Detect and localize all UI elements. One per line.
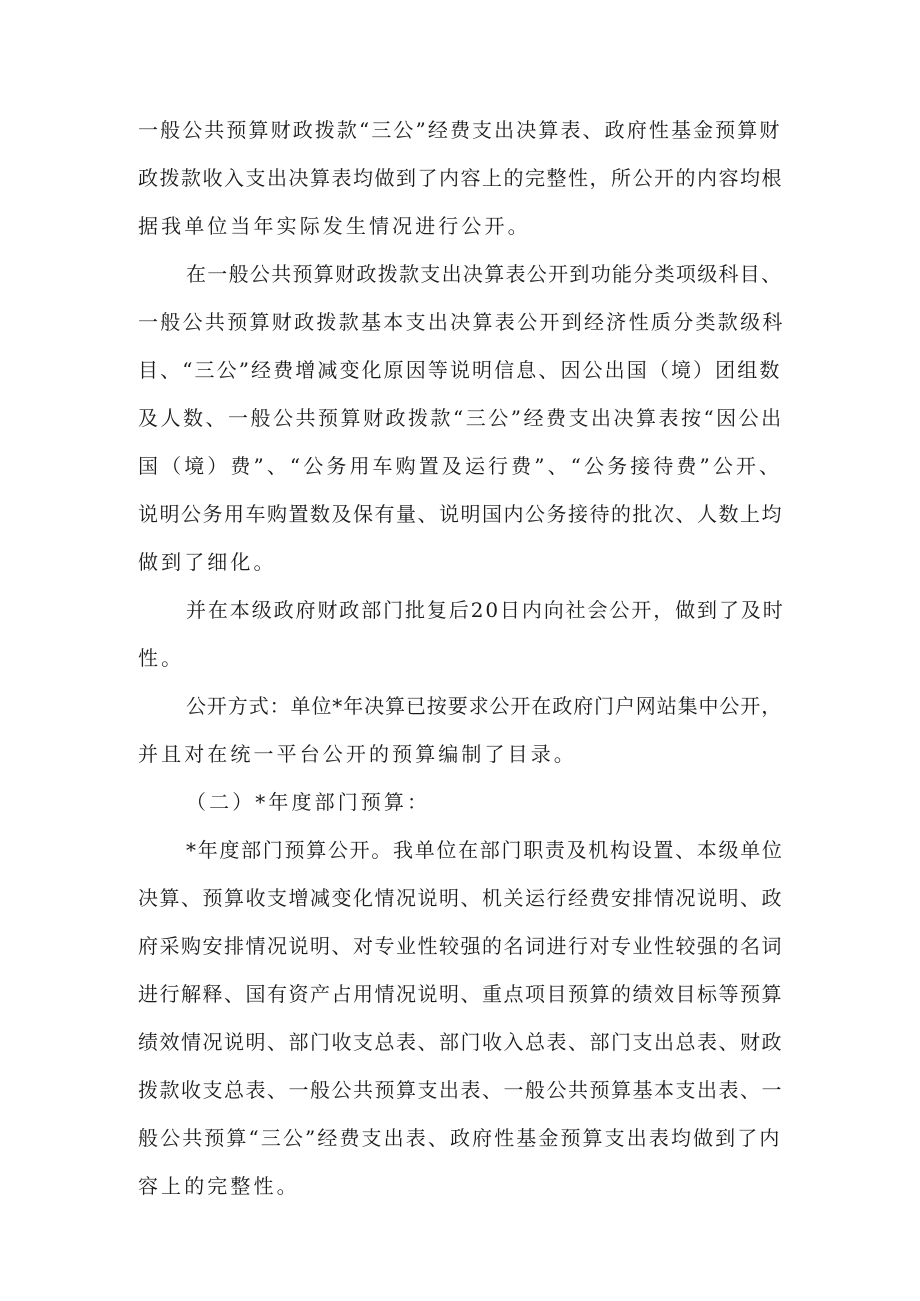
text-line-17: 决算、预算收支增减变化情况说明、机关运行经费安排情况说明、政 (138, 886, 783, 910)
text-line-6: 目、“三公”经费增减变化原因等说明信息、因公出国（境）团组数 (138, 358, 782, 382)
text-line-9: 说明公务用车购置数及保有量、说明国内公务接待的批次、人数上均 (138, 502, 783, 526)
text-line-20: 绩效情况说明、部门收支总表、部门收入总表、部门支出总表、财政 (138, 1030, 783, 1054)
text-line-23: 容上的完整性。 (138, 1174, 300, 1198)
text-line-16: *年度部门预算公开。我单位在部门职责及机构设置、本级单位 (186, 838, 784, 862)
text-line-8: 国（境）费”、“公务用车购置及运行费”、“公务接待费”公开、 (138, 454, 783, 478)
text-line-7: 及人数、一般公共预算财政拨款“三公”经费支出决算表按“因公出 (138, 406, 784, 430)
text-line-11: 并在本级政府财政部门批复后20日内向社会公开，做到了及时 (186, 598, 785, 622)
section-heading: （二）*年度部门预算： (186, 790, 431, 814)
text-line-10: 做到了细化。 (138, 550, 277, 574)
text-line-14: 并且对在统一平台公开的预算编制了目录。 (138, 742, 577, 766)
text-line-4: 在一般公共预算财政拨款支出决算表公开到功能分类项级科目、 (186, 262, 783, 286)
text-line-1: 一般公共预算财政拨款“三公”经费支出决算表、政府性基金预算财 (138, 118, 782, 142)
text-line-3: 据我单位当年实际发生情况进行公开。 (138, 214, 531, 238)
text-line-13: 公开方式：单位*年决算已按要求公开在政府门户网站集中公开， (186, 694, 783, 718)
text-line-2: 政拨款收入支出决算表均做到了内容上的完整性，所公开的内容均根 (138, 166, 783, 190)
text-line-18: 府采购安排情况说明、对专业性较强的名词进行对专业性较强的名词 (138, 934, 783, 958)
text-line-22: 般公共预算“三公”经费支出表、政府性基金预算支出表均做到了内 (138, 1126, 782, 1150)
text-line-12: 性。 (138, 646, 185, 670)
text-line-19: 进行解释、国有资产占用情况说明、重点项目预算的绩效目标等预算 (138, 982, 783, 1006)
text-line-5: 一般公共预算财政拨款基本支出决算表公开到经济性质分类款级科 (138, 310, 785, 334)
text-line-21: 拨款收支总表、一般公共预算支出表、一般公共预算基本支出表、一 (138, 1078, 783, 1102)
